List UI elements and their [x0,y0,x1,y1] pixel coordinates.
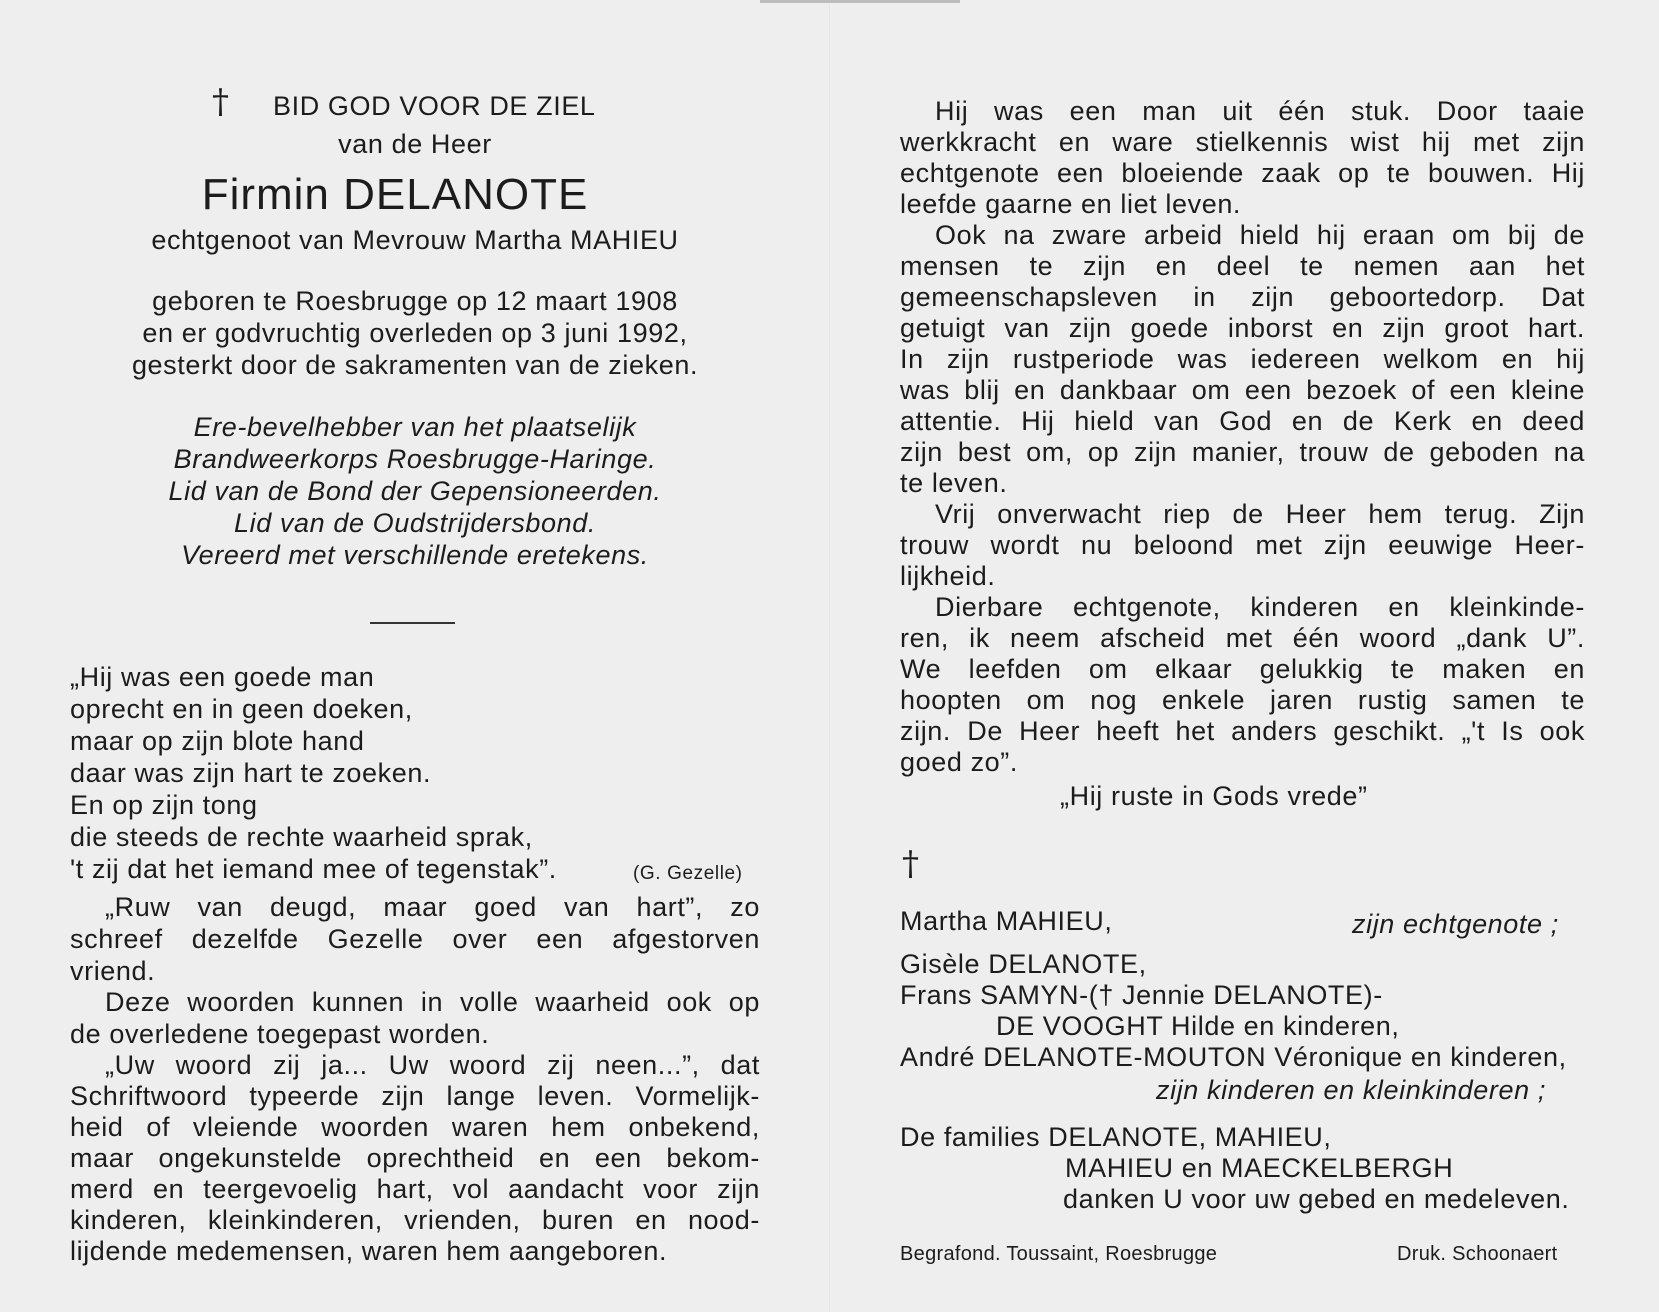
text-line: Deze woorden kunnen in volle waarheid ook op [105,987,760,1017]
sacraments-line: gesterkt door de sakramenten van de zieken. [131,350,699,380]
cross-icon: † [212,82,230,122]
death-line: en er godvruchtig overleden op 3 juni 1992, [142,318,688,348]
text-line: zijn best om, op zijn manier, trouw de geboden na [900,437,1585,467]
text-line: echtgenote een bloeiende zaak op te bouwen. Hij [900,158,1585,188]
text-line: merd en teergevoelig hart, vol aandacht voor zijn [70,1174,760,1204]
text-line: Schriftwoord typeerde zijn lange leven. Vormelijk- [70,1081,760,1111]
text-line: Ook na zware arbeid hield hij eraan om bij de [935,220,1585,250]
poem-line: oprecht en in geen doeken, [70,694,413,724]
deceased-title: van de Heer [338,129,492,159]
poem-line: En op zijn tong [70,790,258,820]
spouse-line: echtgenoot van Mevrouw Martha MAHIEU [151,225,679,255]
text-line: te leven. [900,468,1008,498]
text-line: maar ongekunstelde oprechtheid en een bekom- [70,1143,760,1173]
text-line: Vrij onverwacht riep de Heer hem terug. Zijn [935,499,1585,529]
text-line: trouw wordt nu beloond met zijn eeuwige Heer- [900,530,1585,560]
children-role: zijn kinderen en kleinkinderen ; [1156,1075,1546,1105]
text-line: attentie. Hij hield van God en de Kerk en deed [900,406,1585,436]
spouse-name: Martha MAHIEU, [900,906,1113,936]
text-line: kinderen, kleinkinderen, vrienden, buren en nood- [70,1205,760,1235]
cross-icon: † [902,844,920,884]
spouse-role: zijn echtgenote ; [1352,909,1559,939]
divider [370,622,455,624]
text-line: Hij was een man uit één stuk. Door taaie [935,96,1585,126]
text-line: heid of vleiende woorden waren hem onbekend, [70,1112,760,1142]
text-line: leefde gaarne en liet leven. [900,189,1242,219]
prayer-heading: BID GOD VOOR DE ZIEL [273,91,596,121]
text-line: werkkracht en ware stielkennis wist hij met zijn [900,127,1585,157]
text-line: zijn. De Heer heeft het anders geschikt. „'t Is ook [900,716,1585,746]
printer: Druk. Schoonaert [1397,1243,1558,1265]
poem-line: die steeds de rechte waarheid sprak, [70,822,533,852]
poem-line: daar was zijn hart te zoeken. [70,758,432,788]
families-line: MAHIEU en MAECKELBERGH [1065,1153,1454,1183]
poem-line: maar op zijn blote hand [70,726,365,756]
undertaker: Begrafond. Toussaint, Roesbrugge [900,1243,1218,1265]
text-line: getuigt van zijn goede inborst en zijn groot hart. [900,313,1585,343]
text-line: „Uw woord zij ja... Uw woord zij neen...”, dat [105,1050,760,1080]
poem-line: „Hij was een goede man [70,662,375,692]
text-line: „Ruw van deugd, maar goed van hart”, zo [105,892,760,922]
text-line: lijkheid. [900,561,996,591]
text-line: schreef dezelfde Gezelle over een afgestorven [70,924,760,954]
child-line: Gisèle DELANOTE, [900,949,1147,979]
poem-line: 't zij dat het iemand mee of tegenstak”. [70,854,557,884]
honour-line: Lid van de Oudstrijdersbond. [233,508,596,538]
text-line: Dierbare echtgenote, kinderen en kleinkinde- [935,592,1585,622]
families-line: danken U voor uw gebed en medeleven. [1063,1184,1570,1214]
text-line: In zijn rustperiode was iedereen welkom en hij [900,344,1585,374]
child-line: DE VOOGHT Hilde en kinderen, [996,1011,1400,1041]
text-line: goed zo”. [900,747,1018,777]
birth-line: geboren te Roesbrugge op 12 maart 1908 [152,286,678,316]
rest-in-peace: „Hij ruste in Gods vrede” [1060,781,1368,811]
text-line: gemeenschapsleven in zijn geboortedorp. Dat [900,282,1585,312]
text-line: ren, ik neem afscheid met één woord „dank U”. [900,623,1585,653]
text-line: vriend. [70,956,156,986]
text-line: hoopten om nog enkele jaren rustig samen te [900,685,1585,715]
child-line: André DELANOTE-MOUTON Véronique en kinderen, [900,1042,1567,1072]
text-line: mensen te zijn en deel te nemen aan het [900,251,1585,281]
text-line: was blij en dankbaar om een bezoek of een kleine [900,375,1585,405]
child-line: Frans SAMYN-(† Jennie DELANOTE)- [900,980,1383,1010]
families-line: De families DELANOTE, MAHIEU, [900,1122,1332,1152]
honour-line: Ere-bevelhebber van het plaatselijk [193,412,637,442]
honour-line: Lid van de Bond der Gepensioneerden. [168,476,662,506]
scan-edge [760,0,960,3]
text-line: We leefden om elkaar gelukkig te maken en [900,654,1585,684]
deceased-name: Firmin DELANOTE [201,170,589,219]
text-line: de overledene toegepast worden. [70,1019,490,1049]
text-line: lijdende medemensen, waren hem aangeboren. [70,1236,668,1266]
honour-line: Brandweerkorps Roesbrugge-Haringe. [173,444,657,474]
card-fold [829,0,831,1312]
poem-author: (G. Gezelle) [633,863,743,884]
honour-line: Vereerd met verschillende eretekens. [181,540,649,570]
